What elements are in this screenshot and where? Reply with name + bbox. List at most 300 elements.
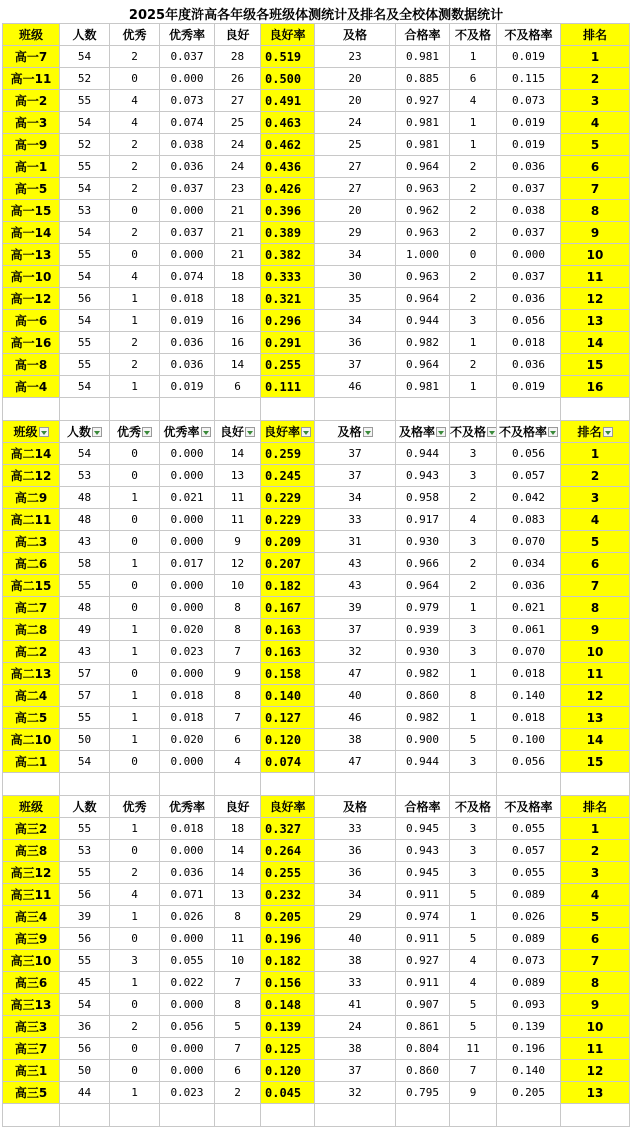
data-cell[interactable]: 0.804 bbox=[396, 1038, 450, 1060]
good-rate-cell[interactable]: 0.382 bbox=[261, 244, 315, 266]
good-rate-cell[interactable]: 0.259 bbox=[261, 443, 315, 465]
good-rate-cell[interactable]: 0.074 bbox=[261, 751, 315, 773]
data-cell[interactable]: 0.958 bbox=[396, 487, 450, 509]
rank-cell[interactable]: 15 bbox=[561, 751, 630, 773]
data-cell[interactable]: 30 bbox=[315, 266, 396, 288]
data-cell[interactable]: 2 bbox=[450, 266, 497, 288]
rank-cell[interactable]: 11 bbox=[561, 1038, 630, 1060]
rank-cell[interactable]: 10 bbox=[561, 244, 630, 266]
good-rate-cell[interactable]: 0.426 bbox=[261, 178, 315, 200]
class-name-cell[interactable]: 高三2 bbox=[3, 818, 60, 840]
class-name-cell[interactable]: 高二3 bbox=[3, 531, 60, 553]
empty-cell[interactable] bbox=[450, 398, 497, 421]
data-cell[interactable]: 0.036 bbox=[160, 156, 215, 178]
data-cell[interactable]: 0.939 bbox=[396, 619, 450, 641]
data-cell[interactable]: 0.089 bbox=[497, 884, 561, 906]
data-cell[interactable]: 0.089 bbox=[497, 972, 561, 994]
good-rate-cell[interactable]: 0.163 bbox=[261, 641, 315, 663]
data-cell[interactable]: 0.093 bbox=[497, 994, 561, 1016]
data-cell[interactable]: 0.056 bbox=[160, 1016, 215, 1038]
data-cell[interactable]: 53 bbox=[60, 200, 110, 222]
data-cell[interactable]: 1 bbox=[110, 487, 160, 509]
empty-cell[interactable] bbox=[110, 1104, 160, 1127]
data-cell[interactable]: 29 bbox=[315, 222, 396, 244]
data-cell[interactable]: 0.021 bbox=[160, 487, 215, 509]
empty-cell[interactable] bbox=[215, 773, 261, 796]
empty-cell[interactable] bbox=[60, 773, 110, 796]
data-cell[interactable]: 0.023 bbox=[160, 1082, 215, 1104]
good-rate-cell[interactable]: 0.167 bbox=[261, 597, 315, 619]
data-cell[interactable]: 56 bbox=[60, 884, 110, 906]
filter-dropdown-icon[interactable] bbox=[548, 427, 558, 437]
data-cell[interactable]: 54 bbox=[60, 443, 110, 465]
good-rate-cell[interactable]: 0.264 bbox=[261, 840, 315, 862]
data-cell[interactable]: 8 bbox=[215, 597, 261, 619]
rank-cell[interactable]: 2 bbox=[561, 68, 630, 90]
data-cell[interactable]: 4 bbox=[450, 972, 497, 994]
rank-cell[interactable]: 2 bbox=[561, 840, 630, 862]
data-cell[interactable]: 43 bbox=[60, 531, 110, 553]
data-cell[interactable]: 0.964 bbox=[396, 288, 450, 310]
data-cell[interactable]: 0.930 bbox=[396, 641, 450, 663]
rank-cell[interactable]: 9 bbox=[561, 619, 630, 641]
data-cell[interactable]: 1 bbox=[450, 597, 497, 619]
data-cell[interactable]: 7 bbox=[215, 641, 261, 663]
data-cell[interactable]: 0.943 bbox=[396, 840, 450, 862]
data-cell[interactable]: 0.036 bbox=[160, 332, 215, 354]
data-cell[interactable]: 49 bbox=[60, 619, 110, 641]
data-cell[interactable]: 3 bbox=[110, 950, 160, 972]
data-cell[interactable]: 1 bbox=[110, 619, 160, 641]
data-cell[interactable]: 0.037 bbox=[160, 222, 215, 244]
data-cell[interactable]: 0.140 bbox=[497, 1060, 561, 1082]
data-cell[interactable]: 0.930 bbox=[396, 531, 450, 553]
data-cell[interactable]: 1 bbox=[110, 288, 160, 310]
class-name-cell[interactable]: 高三11 bbox=[3, 884, 60, 906]
data-cell[interactable]: 0 bbox=[110, 509, 160, 531]
rank-cell[interactable]: 7 bbox=[561, 178, 630, 200]
data-cell[interactable]: 2 bbox=[450, 222, 497, 244]
data-cell[interactable]: 0.037 bbox=[497, 222, 561, 244]
data-cell[interactable]: 4 bbox=[110, 884, 160, 906]
empty-cell[interactable] bbox=[110, 773, 160, 796]
data-cell[interactable]: 46 bbox=[315, 707, 396, 729]
data-cell[interactable]: 57 bbox=[60, 685, 110, 707]
filter-dropdown-icon[interactable] bbox=[603, 427, 613, 437]
data-cell[interactable]: 0.000 bbox=[160, 928, 215, 950]
class-name-cell[interactable]: 高一10 bbox=[3, 266, 60, 288]
empty-cell[interactable] bbox=[60, 398, 110, 421]
empty-cell[interactable] bbox=[561, 1104, 630, 1127]
data-cell[interactable]: 46 bbox=[315, 376, 396, 398]
data-cell[interactable]: 0 bbox=[110, 663, 160, 685]
data-cell[interactable]: 0.036 bbox=[160, 862, 215, 884]
data-cell[interactable]: 0.018 bbox=[160, 818, 215, 840]
data-cell[interactable]: 37 bbox=[315, 1060, 396, 1082]
data-cell[interactable]: 0.000 bbox=[160, 994, 215, 1016]
data-cell[interactable]: 0.056 bbox=[497, 310, 561, 332]
data-cell[interactable]: 0.861 bbox=[396, 1016, 450, 1038]
good-rate-cell[interactable]: 0.500 bbox=[261, 68, 315, 90]
data-cell[interactable]: 0.000 bbox=[160, 840, 215, 862]
header-cell[interactable] bbox=[396, 421, 450, 443]
data-cell[interactable]: 11 bbox=[450, 1038, 497, 1060]
empty-cell[interactable] bbox=[450, 773, 497, 796]
empty-cell[interactable] bbox=[160, 773, 215, 796]
data-cell[interactable]: 0.022 bbox=[160, 972, 215, 994]
rank-cell[interactable]: 12 bbox=[561, 1060, 630, 1082]
empty-cell[interactable] bbox=[215, 1104, 261, 1127]
rank-cell[interactable]: 1 bbox=[561, 46, 630, 68]
good-rate-cell[interactable]: 0.120 bbox=[261, 1060, 315, 1082]
data-cell[interactable]: 0.073 bbox=[497, 90, 561, 112]
data-cell[interactable]: 24 bbox=[215, 156, 261, 178]
data-cell[interactable]: 2 bbox=[110, 46, 160, 68]
class-name-cell[interactable]: 高一13 bbox=[3, 244, 60, 266]
data-cell[interactable]: 5 bbox=[450, 1016, 497, 1038]
class-name-cell[interactable]: 高一11 bbox=[3, 68, 60, 90]
header-cell[interactable] bbox=[497, 421, 561, 443]
data-cell[interactable]: 8 bbox=[215, 906, 261, 928]
filter-dropdown-icon[interactable] bbox=[142, 427, 152, 437]
data-cell[interactable]: 0 bbox=[450, 244, 497, 266]
data-cell[interactable]: 0.964 bbox=[396, 354, 450, 376]
good-rate-cell[interactable]: 0.148 bbox=[261, 994, 315, 1016]
class-name-cell[interactable]: 高二7 bbox=[3, 597, 60, 619]
good-rate-cell[interactable]: 0.045 bbox=[261, 1082, 315, 1104]
good-rate-cell[interactable]: 0.209 bbox=[261, 531, 315, 553]
rank-cell[interactable]: 1 bbox=[561, 443, 630, 465]
rank-cell[interactable]: 12 bbox=[561, 685, 630, 707]
data-cell[interactable]: 5 bbox=[215, 1016, 261, 1038]
data-cell[interactable]: 45 bbox=[60, 972, 110, 994]
data-cell[interactable]: 0.000 bbox=[160, 597, 215, 619]
data-cell[interactable]: 2 bbox=[110, 134, 160, 156]
data-cell[interactable]: 0.037 bbox=[497, 178, 561, 200]
data-cell[interactable]: 0.042 bbox=[497, 487, 561, 509]
data-cell[interactable]: 13 bbox=[215, 884, 261, 906]
rank-cell[interactable]: 5 bbox=[561, 134, 630, 156]
good-rate-cell[interactable]: 0.491 bbox=[261, 90, 315, 112]
data-cell[interactable]: 0.139 bbox=[497, 1016, 561, 1038]
empty-cell[interactable] bbox=[315, 398, 396, 421]
rank-cell[interactable]: 2 bbox=[561, 465, 630, 487]
data-cell[interactable]: 0 bbox=[110, 531, 160, 553]
data-cell[interactable]: 34 bbox=[315, 244, 396, 266]
data-cell[interactable]: 0.907 bbox=[396, 994, 450, 1016]
data-cell[interactable]: 0.000 bbox=[160, 68, 215, 90]
data-cell[interactable]: 34 bbox=[315, 487, 396, 509]
rank-cell[interactable]: 7 bbox=[561, 575, 630, 597]
data-cell[interactable]: 34 bbox=[315, 884, 396, 906]
class-name-cell[interactable]: 高二6 bbox=[3, 553, 60, 575]
data-cell[interactable]: 0.036 bbox=[497, 156, 561, 178]
data-cell[interactable]: 2 bbox=[110, 156, 160, 178]
data-cell[interactable]: 54 bbox=[60, 310, 110, 332]
data-cell[interactable]: 0.019 bbox=[160, 376, 215, 398]
data-cell[interactable]: 0.911 bbox=[396, 928, 450, 950]
data-cell[interactable]: 18 bbox=[215, 288, 261, 310]
filter-dropdown-icon[interactable] bbox=[487, 427, 496, 437]
data-cell[interactable]: 57 bbox=[60, 663, 110, 685]
good-rate-cell[interactable]: 0.232 bbox=[261, 884, 315, 906]
data-cell[interactable]: 2 bbox=[450, 553, 497, 575]
class-name-cell[interactable]: 高二10 bbox=[3, 729, 60, 751]
good-rate-cell[interactable]: 0.229 bbox=[261, 509, 315, 531]
data-cell[interactable]: 1 bbox=[450, 707, 497, 729]
class-name-cell[interactable]: 高一3 bbox=[3, 112, 60, 134]
data-cell[interactable]: 2 bbox=[450, 575, 497, 597]
data-cell[interactable]: 38 bbox=[315, 950, 396, 972]
data-cell[interactable]: 1 bbox=[450, 376, 497, 398]
good-rate-cell[interactable]: 0.296 bbox=[261, 310, 315, 332]
data-cell[interactable]: 1 bbox=[110, 1082, 160, 1104]
data-cell[interactable]: 27 bbox=[215, 90, 261, 112]
data-cell[interactable]: 5 bbox=[450, 928, 497, 950]
class-name-cell[interactable]: 高二14 bbox=[3, 443, 60, 465]
data-cell[interactable]: 4 bbox=[110, 90, 160, 112]
data-cell[interactable]: 52 bbox=[60, 68, 110, 90]
data-cell[interactable]: 0.911 bbox=[396, 884, 450, 906]
data-cell[interactable]: 6 bbox=[215, 376, 261, 398]
data-cell[interactable]: 0.000 bbox=[160, 244, 215, 266]
good-rate-cell[interactable]: 0.182 bbox=[261, 950, 315, 972]
data-cell[interactable]: 0.055 bbox=[497, 818, 561, 840]
data-cell[interactable]: 37 bbox=[315, 354, 396, 376]
data-cell[interactable]: 2 bbox=[450, 487, 497, 509]
data-cell[interactable]: 10 bbox=[215, 575, 261, 597]
rank-cell[interactable]: 10 bbox=[561, 641, 630, 663]
data-cell[interactable]: 36 bbox=[60, 1016, 110, 1038]
data-cell[interactable]: 1 bbox=[110, 641, 160, 663]
header-cell[interactable] bbox=[3, 421, 60, 443]
data-cell[interactable]: 2 bbox=[110, 354, 160, 376]
data-cell[interactable]: 9 bbox=[215, 663, 261, 685]
header-cell[interactable] bbox=[561, 421, 630, 443]
rank-cell[interactable]: 9 bbox=[561, 222, 630, 244]
data-cell[interactable]: 14 bbox=[215, 862, 261, 884]
rank-cell[interactable]: 13 bbox=[561, 310, 630, 332]
class-name-cell[interactable]: 高二1 bbox=[3, 751, 60, 773]
good-rate-cell[interactable]: 0.229 bbox=[261, 487, 315, 509]
data-cell[interactable]: 0.019 bbox=[497, 112, 561, 134]
data-cell[interactable]: 0.927 bbox=[396, 90, 450, 112]
data-cell[interactable]: 0.036 bbox=[160, 354, 215, 376]
class-name-cell[interactable]: 高一7 bbox=[3, 46, 60, 68]
data-cell[interactable]: 8 bbox=[215, 994, 261, 1016]
data-cell[interactable]: 0.943 bbox=[396, 465, 450, 487]
data-cell[interactable]: 38 bbox=[315, 1038, 396, 1060]
data-cell[interactable]: 0.018 bbox=[160, 685, 215, 707]
data-cell[interactable]: 55 bbox=[60, 332, 110, 354]
empty-cell[interactable] bbox=[215, 398, 261, 421]
data-cell[interactable]: 0.083 bbox=[497, 509, 561, 531]
data-cell[interactable]: 36 bbox=[315, 332, 396, 354]
data-cell[interactable]: 43 bbox=[60, 641, 110, 663]
good-rate-cell[interactable]: 0.255 bbox=[261, 862, 315, 884]
data-cell[interactable]: 3 bbox=[450, 641, 497, 663]
rank-cell[interactable]: 10 bbox=[561, 1016, 630, 1038]
rank-cell[interactable]: 15 bbox=[561, 354, 630, 376]
data-cell[interactable]: 37 bbox=[315, 619, 396, 641]
data-cell[interactable]: 0.962 bbox=[396, 200, 450, 222]
class-name-cell[interactable]: 高三5 bbox=[3, 1082, 60, 1104]
data-cell[interactable]: 0.000 bbox=[160, 443, 215, 465]
class-name-cell[interactable]: 高二15 bbox=[3, 575, 60, 597]
data-cell[interactable]: 0.036 bbox=[497, 354, 561, 376]
empty-cell[interactable] bbox=[160, 398, 215, 421]
good-rate-cell[interactable]: 0.120 bbox=[261, 729, 315, 751]
data-cell[interactable]: 40 bbox=[315, 928, 396, 950]
class-name-cell[interactable]: 高一8 bbox=[3, 354, 60, 376]
data-cell[interactable]: 56 bbox=[60, 928, 110, 950]
class-name-cell[interactable]: 高二5 bbox=[3, 707, 60, 729]
data-cell[interactable]: 0.000 bbox=[160, 575, 215, 597]
data-cell[interactable]: 0 bbox=[110, 443, 160, 465]
data-cell[interactable]: 0.982 bbox=[396, 332, 450, 354]
good-rate-cell[interactable]: 0.125 bbox=[261, 1038, 315, 1060]
rank-cell[interactable]: 12 bbox=[561, 288, 630, 310]
data-cell[interactable]: 0.070 bbox=[497, 531, 561, 553]
data-cell[interactable]: 54 bbox=[60, 266, 110, 288]
data-cell[interactable]: 0.966 bbox=[396, 553, 450, 575]
data-cell[interactable]: 2 bbox=[450, 288, 497, 310]
data-cell[interactable]: 55 bbox=[60, 862, 110, 884]
data-cell[interactable]: 0 bbox=[110, 244, 160, 266]
data-cell[interactable]: 4 bbox=[450, 90, 497, 112]
data-cell[interactable]: 3 bbox=[450, 310, 497, 332]
class-name-cell[interactable]: 高二13 bbox=[3, 663, 60, 685]
good-rate-cell[interactable]: 0.436 bbox=[261, 156, 315, 178]
data-cell[interactable]: 6 bbox=[215, 1060, 261, 1082]
data-cell[interactable]: 48 bbox=[60, 597, 110, 619]
data-cell[interactable]: 0.000 bbox=[160, 663, 215, 685]
good-rate-cell[interactable]: 0.396 bbox=[261, 200, 315, 222]
data-cell[interactable]: 1.000 bbox=[396, 244, 450, 266]
data-cell[interactable]: 55 bbox=[60, 950, 110, 972]
data-cell[interactable]: 48 bbox=[60, 487, 110, 509]
empty-cell[interactable] bbox=[315, 773, 396, 796]
empty-cell[interactable] bbox=[497, 398, 561, 421]
good-rate-cell[interactable]: 0.139 bbox=[261, 1016, 315, 1038]
data-cell[interactable]: 6 bbox=[450, 68, 497, 90]
data-cell[interactable]: 0.944 bbox=[396, 443, 450, 465]
data-cell[interactable]: 7 bbox=[215, 707, 261, 729]
class-name-cell[interactable]: 高三7 bbox=[3, 1038, 60, 1060]
data-cell[interactable]: 5 bbox=[450, 884, 497, 906]
good-rate-cell[interactable]: 0.182 bbox=[261, 575, 315, 597]
data-cell[interactable]: 5 bbox=[450, 729, 497, 751]
data-cell[interactable]: 21 bbox=[215, 222, 261, 244]
class-name-cell[interactable]: 高三6 bbox=[3, 972, 60, 994]
rank-cell[interactable]: 4 bbox=[561, 112, 630, 134]
rank-cell[interactable]: 13 bbox=[561, 707, 630, 729]
class-name-cell[interactable]: 高三8 bbox=[3, 840, 60, 862]
data-cell[interactable]: 24 bbox=[315, 112, 396, 134]
good-rate-cell[interactable]: 0.245 bbox=[261, 465, 315, 487]
good-rate-cell[interactable]: 0.255 bbox=[261, 354, 315, 376]
data-cell[interactable]: 1 bbox=[450, 112, 497, 134]
data-cell[interactable]: 2 bbox=[110, 222, 160, 244]
data-cell[interactable]: 0.037 bbox=[160, 46, 215, 68]
data-cell[interactable]: 2 bbox=[450, 200, 497, 222]
data-cell[interactable]: 3 bbox=[450, 840, 497, 862]
data-cell[interactable]: 0.018 bbox=[160, 707, 215, 729]
data-cell[interactable]: 0.140 bbox=[497, 685, 561, 707]
data-cell[interactable]: 56 bbox=[60, 1038, 110, 1060]
rank-cell[interactable]: 14 bbox=[561, 332, 630, 354]
rank-cell[interactable]: 1 bbox=[561, 818, 630, 840]
data-cell[interactable]: 50 bbox=[60, 1060, 110, 1082]
data-cell[interactable]: 55 bbox=[60, 90, 110, 112]
data-cell[interactable]: 0.963 bbox=[396, 178, 450, 200]
data-cell[interactable]: 0.056 bbox=[497, 443, 561, 465]
empty-cell[interactable] bbox=[60, 1104, 110, 1127]
empty-cell[interactable] bbox=[3, 1104, 60, 1127]
class-name-cell[interactable]: 高一6 bbox=[3, 310, 60, 332]
data-cell[interactable]: 55 bbox=[60, 156, 110, 178]
data-cell[interactable]: 40 bbox=[315, 685, 396, 707]
data-cell[interactable]: 33 bbox=[315, 972, 396, 994]
data-cell[interactable]: 54 bbox=[60, 46, 110, 68]
data-cell[interactable]: 3 bbox=[450, 619, 497, 641]
good-rate-cell[interactable]: 0.158 bbox=[261, 663, 315, 685]
data-cell[interactable]: 26 bbox=[215, 68, 261, 90]
header-cell[interactable] bbox=[215, 421, 261, 443]
rank-cell[interactable]: 16 bbox=[561, 376, 630, 398]
data-cell[interactable]: 1 bbox=[110, 685, 160, 707]
good-rate-cell[interactable]: 0.291 bbox=[261, 332, 315, 354]
data-cell[interactable]: 0.944 bbox=[396, 310, 450, 332]
data-cell[interactable]: 0.963 bbox=[396, 266, 450, 288]
rank-cell[interactable]: 4 bbox=[561, 509, 630, 531]
data-cell[interactable]: 39 bbox=[315, 597, 396, 619]
data-cell[interactable]: 54 bbox=[60, 178, 110, 200]
data-cell[interactable]: 53 bbox=[60, 840, 110, 862]
data-cell[interactable]: 0.000 bbox=[160, 531, 215, 553]
empty-cell[interactable] bbox=[110, 398, 160, 421]
data-cell[interactable]: 55 bbox=[60, 244, 110, 266]
data-cell[interactable]: 1 bbox=[450, 46, 497, 68]
data-cell[interactable]: 8 bbox=[215, 619, 261, 641]
class-name-cell[interactable]: 高一15 bbox=[3, 200, 60, 222]
data-cell[interactable]: 0.038 bbox=[497, 200, 561, 222]
data-cell[interactable]: 0.100 bbox=[497, 729, 561, 751]
rank-cell[interactable]: 7 bbox=[561, 950, 630, 972]
good-rate-cell[interactable]: 0.207 bbox=[261, 553, 315, 575]
class-name-cell[interactable]: 高一9 bbox=[3, 134, 60, 156]
data-cell[interactable]: 0.018 bbox=[497, 663, 561, 685]
data-cell[interactable]: 0.056 bbox=[497, 751, 561, 773]
rank-cell[interactable]: 5 bbox=[561, 531, 630, 553]
data-cell[interactable]: 1 bbox=[110, 972, 160, 994]
data-cell[interactable]: 34 bbox=[315, 310, 396, 332]
class-name-cell[interactable]: 高二9 bbox=[3, 487, 60, 509]
data-cell[interactable]: 39 bbox=[60, 906, 110, 928]
rank-cell[interactable]: 5 bbox=[561, 906, 630, 928]
data-cell[interactable]: 0.945 bbox=[396, 818, 450, 840]
rank-cell[interactable]: 4 bbox=[561, 884, 630, 906]
data-cell[interactable]: 2 bbox=[450, 354, 497, 376]
data-cell[interactable]: 55 bbox=[60, 354, 110, 376]
empty-cell[interactable] bbox=[450, 1104, 497, 1127]
data-cell[interactable]: 25 bbox=[315, 134, 396, 156]
empty-cell[interactable] bbox=[396, 398, 450, 421]
data-cell[interactable]: 5 bbox=[450, 994, 497, 1016]
data-cell[interactable]: 3 bbox=[450, 531, 497, 553]
data-cell[interactable]: 0.018 bbox=[497, 332, 561, 354]
data-cell[interactable]: 18 bbox=[215, 818, 261, 840]
